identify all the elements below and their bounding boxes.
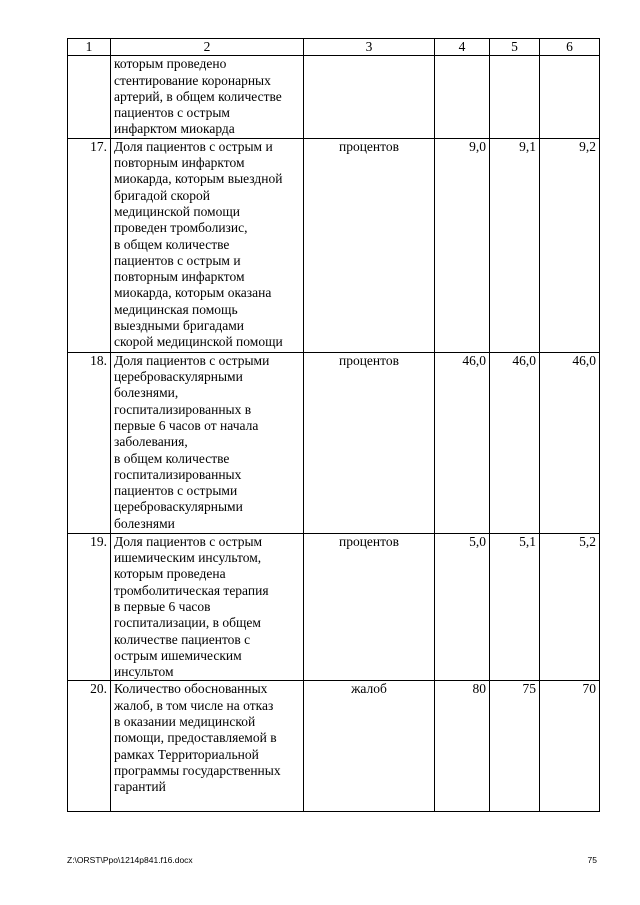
value-year-3: 70 [540, 681, 600, 812]
row-number: 18. [68, 352, 111, 533]
column-header: 5 [490, 39, 540, 56]
table-row [68, 56, 600, 138]
page-number: 75 [587, 855, 597, 865]
row-number: 20. [68, 681, 111, 812]
table-row [68, 681, 600, 812]
indicator-name: Доля пациентов с острыми цереброваскулярными болезнями, госпитализированных в первые 6 часов от начала заболевания, в общем количестве госпитализированных пациентов с острыми цереброваскулярными болезнями [111, 352, 304, 533]
table-row [68, 138, 600, 352]
footer-file-path: Z:\ORST\Ppo\1214p841.f16.docx [67, 855, 193, 865]
column-header: 1 [68, 39, 111, 56]
indicator-name: Доля пациентов с острым ишемическим инсультом, которым проведена тромболитическая терапия в первые 6 часов госпитализации, в общем количестве пациентов с острым ишемическим инсультом [111, 533, 304, 681]
value-year-2 [490, 56, 540, 138]
value-year-1: 9,0 [435, 138, 490, 352]
row-number: 17. [68, 138, 111, 352]
unit-cell: процентов [304, 533, 435, 681]
indicator-name: которым проведено стентирование коронарных артерий, в общем количестве пациентов с острым инфарктом миокарда [111, 56, 304, 138]
indicators-table [67, 38, 600, 812]
table-row [68, 533, 600, 681]
unit-cell: процентов [304, 352, 435, 533]
table-header-row [68, 39, 600, 56]
column-header: 6 [540, 39, 600, 56]
value-year-3: 5,2 [540, 533, 600, 681]
row-number: 19. [68, 533, 111, 681]
unit-cell: жалоб [304, 681, 435, 812]
column-header: 3 [304, 39, 435, 56]
value-year-1: 46,0 [435, 352, 490, 533]
table-row [68, 352, 600, 533]
value-year-3 [540, 56, 600, 138]
value-year-2: 75 [490, 681, 540, 812]
unit-cell: процентов [304, 138, 435, 352]
value-year-3: 9,2 [540, 138, 600, 352]
column-header: 2 [111, 39, 304, 56]
value-year-1 [435, 56, 490, 138]
value-year-2: 46,0 [490, 352, 540, 533]
value-year-1: 5,0 [435, 533, 490, 681]
value-year-3: 46,0 [540, 352, 600, 533]
value-year-2: 9,1 [490, 138, 540, 352]
row-number [68, 56, 111, 138]
value-year-2: 5,1 [490, 533, 540, 681]
indicator-name: Количество обоснованных жалоб, в том числе на отказ в оказании медицинской помощи, предоставляемой в рамках Территориальной программы государственных гарантий [111, 681, 304, 812]
unit-cell [304, 56, 435, 138]
column-header: 4 [435, 39, 490, 56]
indicator-name: Доля пациентов с острым и повторным инфарктом миокарда, которым выездной бригадой скорой медицинской помощи проведен тромболизис, в общем количестве пациентов с острым и повторным инфарктом миокарда, которым оказана медицинская помощь выездными бригадами скорой медицинской помощи [111, 138, 304, 352]
value-year-1: 80 [435, 681, 490, 812]
